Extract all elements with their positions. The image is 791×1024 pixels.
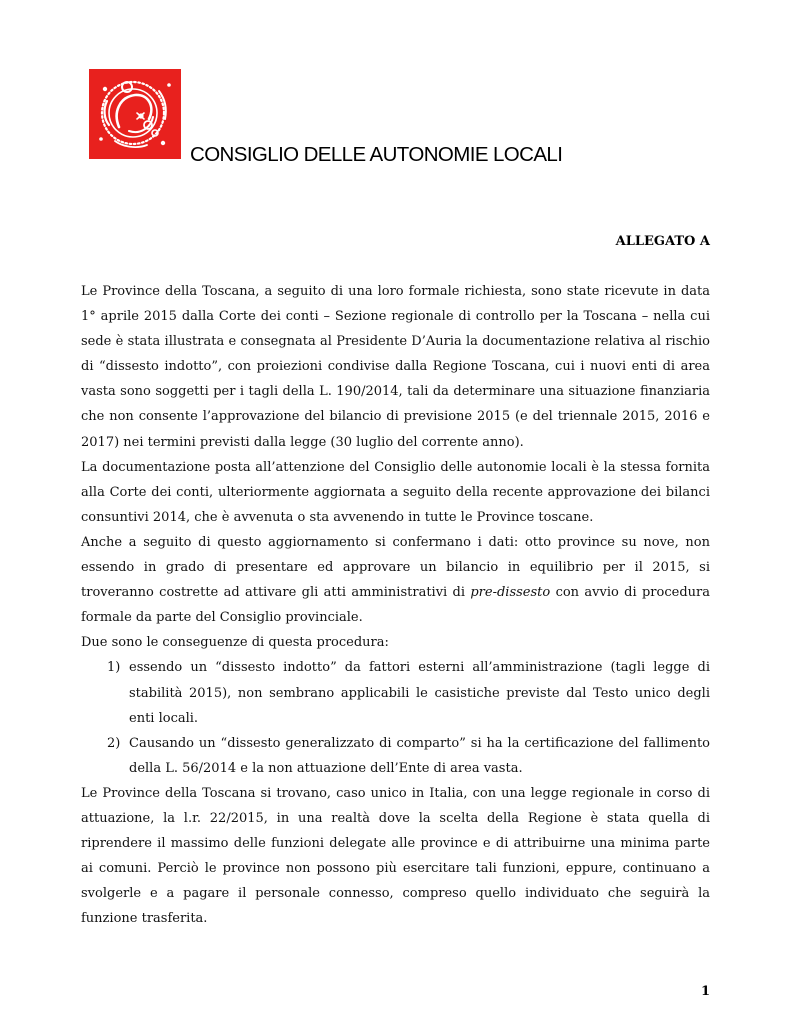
list-item-number: 1) (107, 660, 121, 676)
list-item (81, 655, 710, 730)
paragraph-text: Anche a seguito di questo aggiornamento si confermano i dati: otto province su nove, non essendo in grado di presentare ed approvare un bilancio in equilibrio per il 2015, si troveranno costrette ad attivare gli atti amministrativi di (81, 534, 710, 601)
list-item (81, 731, 710, 781)
list-item-number: 2) (107, 735, 121, 751)
page-number: 1 (700, 984, 710, 999)
italic-term: pre-dissesto (470, 585, 551, 601)
paragraph: Due sono le conseguenze di questa procedura: (81, 635, 389, 651)
logo (89, 69, 181, 159)
list-item-text: Causando un “dissesto generalizzato di comparto” si ha la certificazione del fallimento della L. 56/2014 e la non attuazione dell’Ente di area vasta. (129, 735, 710, 776)
list-item-text: essendo un “dissesto indotto” da fattori esterni all’amministrazione (tagli legge di stabilità 2015), non sembrano applicabili le casistiche previste dal Testo unico degli enti locali. (129, 660, 710, 726)
annex-label: ALLEGATO A (615, 234, 710, 249)
paragraph (81, 530, 710, 630)
paragraph: Le Province della Toscana, a seguito di una loro formale richiesta, sono state ricevute in data 1° aprile 2015 dalla Corte dei conti – Sezione regionale di controllo per la Toscana – nella cui sede è stata illustrata e consegnata al Presidente D’Auria la documentazione relativa al rischio di “dissesto indotto”, con proiezioni condivise dalla Regione Toscana, cui i nuovi enti di area vasta sono soggetti per i tagli della L. 190/2014, tali da determinare una situazione finanziaria che non consente l’approvazione del bilancio di previsione 2015 (e del triennale 2015, 2016 e 2017) nei termini previsti dalla legge (30 luglio del corrente anno). (81, 284, 710, 450)
organization-title: CONSIGLIO DELLE AUTONOMIE LOCALI (190, 143, 563, 166)
document-body (81, 279, 710, 931)
paragraph: La documentazione posta all’attenzione del Consiglio delle autonomie locali è la stessa fornita alla Corte dei conti, ulteriormente aggiornata a seguito della recente approvazione dei bilanci consuntivi 2014, che è avvenuta o sta avvenendo in tutte le Province toscane. (81, 459, 710, 525)
regional-council-emblem-icon (89, 69, 181, 159)
paragraph-text: con avvio di procedura formale da parte del Consiglio provinciale. (81, 585, 710, 626)
consequences-list (81, 655, 710, 780)
paragraph: Le Province della Toscana si trovano, caso unico in Italia, con una legge regionale in corso di attuazione, la l.r. 22/2015, in una realtà dove la scelta della Regione è stata quella di riprendere il massimo delle funzioni delegate alle province e di attribuirne una minima parte ai comuni. Perciò le province non possono più esercitare tali funzioni, eppure, continuano a svolgerle e a pagare il personale connesso, compreso quello individuato che seguirà la funzione trasferita. (81, 785, 710, 927)
